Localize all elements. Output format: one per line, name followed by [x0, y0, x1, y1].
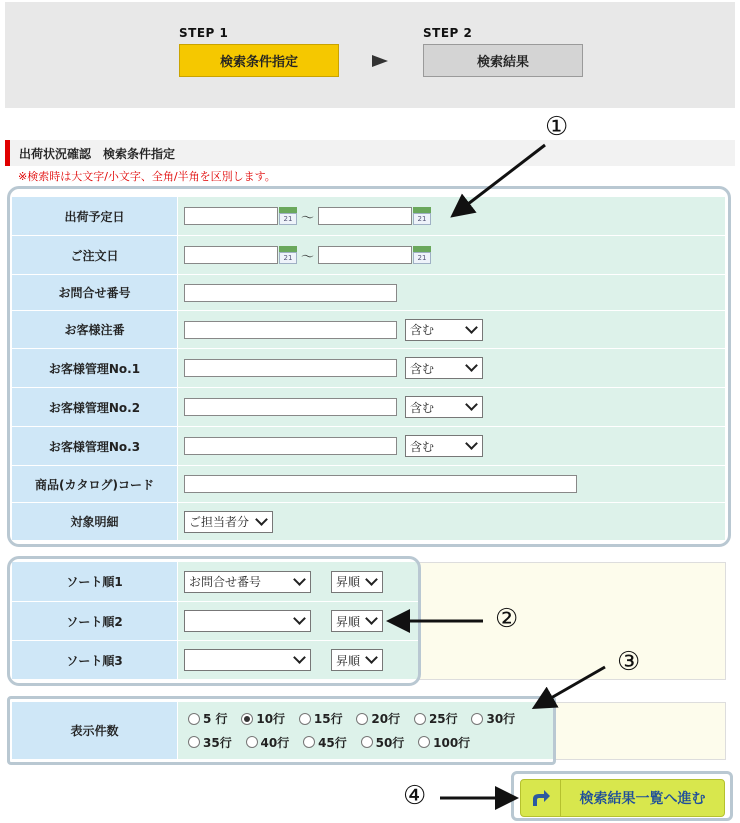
target-select[interactable]: ご担当者分: [184, 511, 273, 533]
calendar-icon[interactable]: 21: [413, 246, 431, 264]
radio-100[interactable]: 100行: [418, 734, 470, 751]
radio-10[interactable]: 10行: [241, 710, 285, 727]
radio-45[interactable]: 45行: [303, 734, 347, 751]
case-sensitivity-note: ※検索時は大文字/小文字、全角/半角を区別します。: [18, 170, 276, 183]
target-label: 対象明細: [12, 503, 177, 541]
step1-label: STEP 1: [179, 26, 229, 40]
inquiry-no-label: お問合せ番号: [12, 275, 177, 311]
sort3-label: ソート順3: [12, 641, 177, 680]
annotation-1: ①: [545, 112, 569, 142]
mgmt3-match-select[interactable]: 含む: [405, 435, 483, 457]
annotation-4: ④: [403, 781, 427, 811]
annotation-arrow-1: [455, 145, 545, 214]
radio-40[interactable]: 40行: [246, 734, 290, 751]
radio-15[interactable]: 15行: [299, 710, 343, 727]
radio-30[interactable]: 30行: [471, 710, 515, 727]
step2-label: STEP 2: [423, 26, 473, 40]
display-count-label: 表示件数: [12, 702, 177, 760]
sort1-order-select[interactable]: 昇順: [331, 571, 383, 593]
calendar-icon[interactable]: 21: [279, 207, 297, 225]
search-results-button-label: 検索結果一覧へ進む: [579, 791, 706, 807]
annotation-3: ③: [617, 647, 641, 677]
sort1-label: ソート順1: [12, 562, 177, 602]
annotation-2: ②: [495, 604, 519, 634]
calendar-icon[interactable]: 21: [413, 207, 431, 225]
annotation-arrow-3: [537, 667, 605, 706]
ship-date-label: 出荷予定日: [12, 197, 177, 236]
radio-5[interactable]: 5 行: [188, 710, 228, 727]
radio-25[interactable]: 25行: [414, 710, 458, 727]
sort1-field-select[interactable]: お問合せ番号: [184, 571, 311, 593]
radio-35[interactable]: 35行: [188, 734, 232, 751]
radio-50[interactable]: 50行: [361, 734, 405, 751]
mgmt1-match-select[interactable]: 含む: [405, 357, 483, 379]
sort2-order-select[interactable]: 昇順: [331, 610, 383, 632]
customer-order-label: お客様注番: [12, 311, 177, 349]
sort3-order-select[interactable]: 昇順: [331, 649, 383, 671]
mgmt2-match-select[interactable]: 含む: [405, 396, 483, 418]
section-title: 出荷状況確認 検索条件指定: [5, 140, 735, 166]
customer-order-match-select[interactable]: 含む: [405, 319, 483, 341]
catalog-code-label: 商品(カタログ)コード: [12, 466, 177, 503]
order-date-label: ご注文日: [12, 236, 177, 275]
radio-20[interactable]: 20行: [356, 710, 400, 727]
range-tilde: ～: [301, 249, 315, 265]
range-tilde: ～: [301, 210, 315, 226]
step2-box: 検索結果: [423, 44, 583, 77]
mgmt1-label: お客様管理No.1: [12, 349, 177, 388]
mgmt2-label: お客様管理No.2: [12, 388, 177, 427]
step1-box: 検索条件指定: [179, 44, 339, 77]
mgmt3-label: お客様管理No.3: [12, 427, 177, 466]
calendar-icon[interactable]: 21: [279, 246, 297, 264]
sort2-label: ソート順2: [12, 602, 177, 641]
